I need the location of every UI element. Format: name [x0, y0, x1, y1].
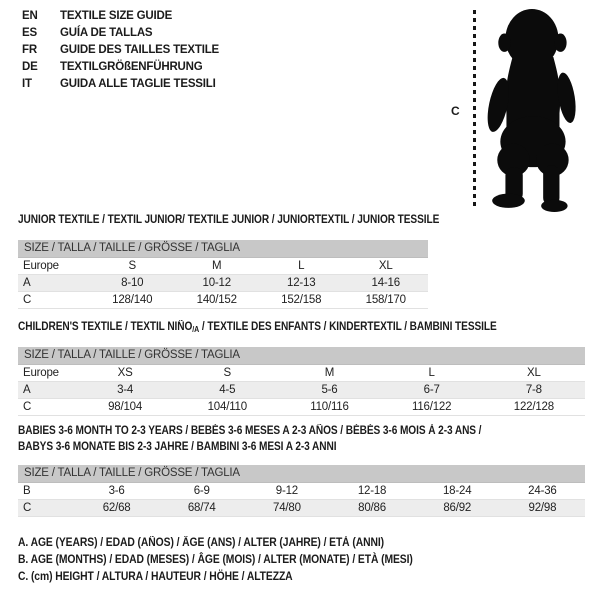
size-value-cell: 18-24: [442, 484, 472, 497]
height-dashed-line: [473, 10, 476, 210]
size-value-cell: 92/98: [528, 501, 557, 514]
size-value-cell: 68/74: [187, 501, 216, 514]
children-title-pre: CHILDREN'S TEXTILE / TEXTIL NIÑO: [18, 321, 193, 333]
size-header-label: SIZE / TALLA / TAILLE / GRÖSSE / TAGLIA: [18, 240, 428, 257]
size-value-cell: 12-18: [357, 484, 387, 497]
size-value-cell: 80/86: [358, 501, 386, 514]
size-value-cell: 7-8: [525, 383, 542, 396]
size-value-cell: 98/104: [108, 400, 143, 413]
language-title-list: [22, 7, 219, 92]
baby-silhouette-icon: [484, 6, 586, 212]
table-row-height: [18, 398, 585, 415]
language-row-en: [22, 7, 219, 24]
babies-size-table: [18, 465, 585, 517]
size-value-cell: 110/116: [310, 400, 349, 413]
row-label-cell: Europe: [23, 366, 59, 379]
size-header-label: SIZE / TALLA / TAILLE / GRÖSSE / TAGLIA: [18, 347, 585, 364]
size-value-cell: 158/170: [365, 293, 406, 306]
size-value-cell: 10-12: [202, 276, 231, 289]
size-value-cell: 14-16: [371, 276, 400, 289]
babies-table-title: [18, 423, 481, 455]
height-measure-label: C: [451, 104, 460, 118]
size-value-cell: 24-36: [528, 484, 557, 497]
size-value-cell: 6-9: [193, 484, 210, 497]
language-code: FR: [22, 43, 37, 56]
language-code: ES: [22, 26, 37, 39]
size-value-cell: M: [212, 259, 222, 272]
size-value-cell: 128/140: [112, 293, 153, 306]
size-value-cell: S: [223, 366, 232, 379]
language-code: DE: [22, 60, 38, 73]
size-value-cell: 5-6: [321, 383, 338, 396]
size-value-cell: 8-10: [121, 276, 144, 289]
children-size-table: [18, 347, 585, 416]
table-row-age-months: [18, 482, 585, 499]
size-header-row: [18, 240, 428, 257]
guide-title-it: GUIDA ALLE TAGLIE TESSILI: [60, 77, 216, 90]
size-value-cell: 152/158: [281, 293, 322, 306]
legend-height: C. (cm) HEIGHT / ALTURA / HAUTEUR / HÖHE / ALTEZZA: [18, 571, 293, 583]
language-row-de: [22, 58, 219, 75]
language-row-it: [22, 75, 219, 92]
row-label-cell: Europe: [23, 259, 59, 272]
row-label-cell: C: [23, 400, 32, 413]
language-row-es: [22, 24, 219, 41]
row-label-cell: C: [23, 293, 32, 306]
size-value-cell: L: [428, 366, 435, 379]
children-title-post: / TEXTILE DES ENFANTS / KINDERTEXTIL / BAMBINI TESSILE: [199, 321, 497, 333]
size-value-cell: 122/128: [513, 400, 554, 413]
size-value-cell: M: [324, 366, 335, 379]
row-label-cell: A: [23, 276, 31, 289]
size-value-cell: 4-5: [219, 383, 236, 396]
size-value-cell: XL: [527, 366, 541, 379]
legend-age-years: A. AGE (YEARS) / EDAD (AÑOS) / ÂGE (ANS) / ALTER (JAHRE) / ETÀ (ANNI): [18, 537, 385, 549]
guide-title-es: GUÍA DE TALLAS: [60, 26, 153, 39]
size-value-cell: 3-4: [117, 383, 134, 396]
table-row-europe: [18, 257, 428, 274]
babies-title-line1: BABIES 3-6 MONTH TO 2-3 YEARS / BEBÉS 3-6 MESES A 2-3 AÑOS / BÉBÉS 3-6 MOIS À 2-3 ANS /: [18, 425, 482, 437]
size-header-row: [18, 347, 585, 364]
table-row-height: [18, 499, 585, 516]
language-code: EN: [22, 9, 38, 22]
table-row-age-years: [18, 381, 585, 398]
size-value-cell: S: [128, 259, 136, 272]
size-value-cell: 86/92: [443, 501, 472, 514]
size-header-row: [18, 465, 585, 482]
size-value-cell: 9-12: [275, 484, 298, 497]
size-value-cell: XS: [117, 366, 133, 379]
baby-figure: [440, 4, 595, 216]
table-row-europe: [18, 364, 585, 381]
size-value-cell: 140/152: [196, 293, 237, 306]
junior-size-table: [18, 240, 428, 309]
size-value-cell: L: [298, 259, 305, 272]
measure-legend: [18, 535, 413, 586]
table-row-height: [18, 291, 428, 308]
size-value-cell: 12-13: [287, 276, 316, 289]
size-value-cell: 3-6: [108, 484, 125, 497]
size-value-cell: 62/68: [102, 501, 131, 514]
size-value-cell: 104/110: [207, 400, 247, 413]
legend-age-months: B. AGE (MONTHS) / EDAD (MESES) / ÂGE (MOIS) / ALTER (MONATE) / ETÀ (MESI): [18, 554, 413, 566]
row-label-cell: B: [23, 484, 31, 497]
table-row-age-years: [18, 274, 428, 291]
size-value-cell: 6-7: [423, 383, 440, 396]
children-title-sub: /A: [192, 325, 200, 334]
language-code: IT: [22, 77, 32, 90]
children-table-title: [18, 321, 497, 334]
language-row-fr: [22, 41, 219, 58]
guide-title-de: TEXTILGRÖßENFÜHRUNG: [60, 60, 203, 73]
row-label-cell: C: [23, 501, 32, 514]
junior-table-title: JUNIOR TEXTILE / TEXTIL JUNIOR/ TEXTILE JUNIOR / JUNIORTEXTIL / JUNIOR TESSILE: [18, 214, 440, 226]
row-label-cell: A: [23, 383, 31, 396]
guide-title-fr: GUIDE DES TAILLES TEXTILE: [60, 43, 219, 56]
size-value-cell: 116/122: [411, 400, 452, 413]
guide-title-en: TEXTILE SIZE GUIDE: [60, 9, 173, 22]
babies-title-line2: BABYS 3-6 MONATE BIS 2-3 JAHRE / BAMBINI 3-6 MESI A 2-3 ANNI: [18, 441, 337, 453]
size-header-label: SIZE / TALLA / TAILLE / GRÖSSE / TAGLIA: [18, 465, 585, 482]
size-value-cell: XL: [378, 259, 393, 272]
size-value-cell: 74/80: [273, 501, 301, 514]
